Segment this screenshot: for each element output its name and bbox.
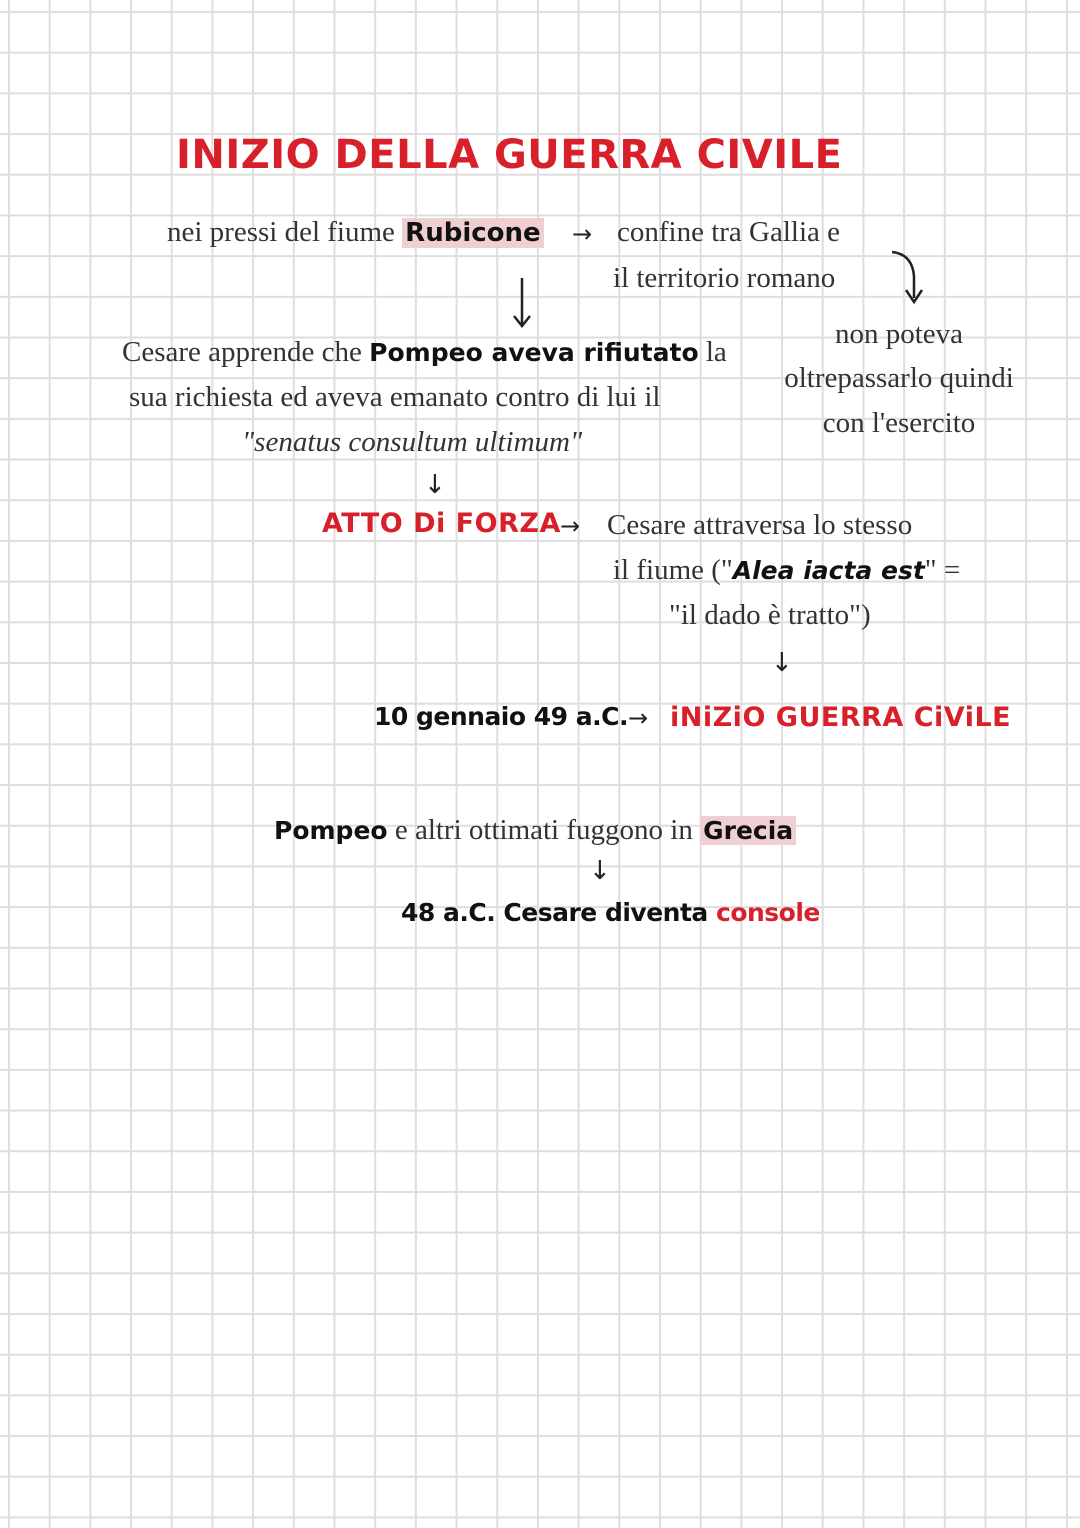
atto-di-forza: ATTO Di FORZA bbox=[322, 508, 561, 539]
console-prefix: 48 a.C. Cesare diventa bbox=[401, 898, 716, 927]
alea-iacta-est: Alea iacta est bbox=[732, 556, 925, 585]
cesare-apprende-line-2: sua richiesta ed aveva emanato contro di lui il bbox=[129, 381, 661, 413]
non-poteva-line-2: oltrepassarlo quindi bbox=[784, 362, 1014, 394]
pompeo-middle: e altri ottimati fuggono in bbox=[387, 814, 701, 846]
rubicone-prefix: nei pressi del fiume bbox=[167, 216, 403, 248]
console-keyword: console bbox=[716, 898, 820, 927]
console-line bbox=[401, 898, 820, 927]
arrow-down-1 bbox=[510, 276, 534, 334]
grecia-keyword: Grecia bbox=[700, 816, 796, 845]
attraversa-prefix: il fiume (" bbox=[613, 554, 733, 586]
non-poteva-line-3: con l'esercito bbox=[822, 407, 976, 439]
pompeo-keyword: Pompeo bbox=[274, 816, 388, 845]
cesare-apprende-suffix: la bbox=[698, 336, 727, 368]
arrow-down-3: ↓ bbox=[771, 648, 793, 678]
confine-line-1: confine tra Gallia e bbox=[617, 216, 841, 248]
arrow-down-2: ↓ bbox=[424, 470, 446, 500]
attraversa-line-1: Cesare attraversa lo stesso bbox=[607, 509, 913, 541]
pompeo-rifiutato: Pompeo aveva rifiutato bbox=[369, 338, 699, 367]
attraversa-line-2 bbox=[613, 554, 960, 587]
curved-arrow-icon bbox=[888, 246, 928, 314]
rubicone-keyword: Rubicone bbox=[402, 218, 543, 248]
arrow-down-4: ↓ bbox=[589, 856, 611, 886]
non-poteva-line-1: non poteva bbox=[834, 318, 964, 350]
arrow-right-2: → bbox=[560, 512, 581, 540]
cesare-apprende-line-1 bbox=[122, 336, 727, 369]
inizio-guerra-civile: iNiZiO GUERRA CiViLE bbox=[670, 702, 1012, 733]
arrow-right-1: → bbox=[572, 220, 593, 248]
cesare-apprende-prefix: Cesare apprende che bbox=[122, 336, 370, 368]
date-10-gennaio: 10 gennaio 49 a.C. bbox=[374, 702, 628, 731]
attraversa-suffix: " = bbox=[924, 554, 961, 586]
pompeo-line bbox=[274, 814, 796, 847]
senatus-consultum: "senatus consultum ultimum" bbox=[242, 426, 583, 458]
arrow-right-3: → bbox=[628, 704, 649, 732]
page-title: INIZIO DELLA GUERRA CIVILE bbox=[176, 132, 843, 178]
attraversa-line-3: "il dado è tratto") bbox=[669, 599, 871, 631]
confine-line-2: il territorio romano bbox=[613, 262, 836, 294]
rubicone-line bbox=[167, 216, 544, 249]
